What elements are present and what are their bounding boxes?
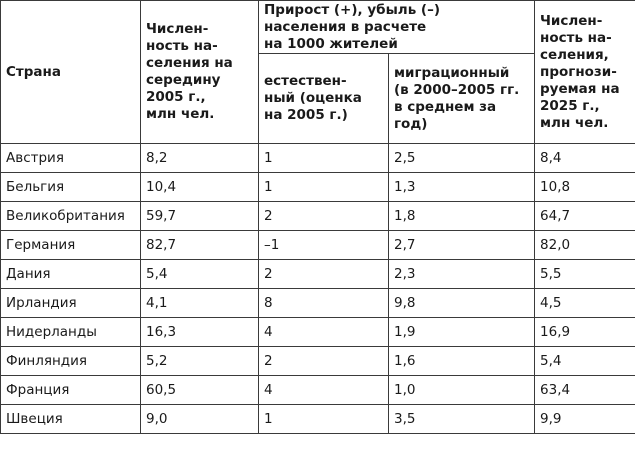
cell-country: Ирландия bbox=[1, 289, 141, 318]
table-row bbox=[1, 144, 635, 173]
cell-population-2005: 5,4 bbox=[141, 260, 259, 289]
table-row bbox=[1, 347, 635, 376]
header-population-2025 bbox=[535, 1, 635, 144]
cell-migration-growth: 2,5 bbox=[389, 144, 535, 173]
cell-natural-growth: –1 bbox=[259, 231, 389, 260]
table-row bbox=[1, 318, 635, 347]
cell-country: Дания bbox=[1, 260, 141, 289]
cell-country: Финляндия bbox=[1, 347, 141, 376]
header-growth-group bbox=[259, 1, 535, 54]
cell-migration-growth: 1,8 bbox=[389, 202, 535, 231]
table-row bbox=[1, 376, 635, 405]
table-row bbox=[1, 405, 635, 434]
cell-population-2005: 59,7 bbox=[141, 202, 259, 231]
header-country: Страна bbox=[1, 1, 141, 144]
header-migration bbox=[389, 54, 535, 144]
cell-country: Швеция bbox=[1, 405, 141, 434]
cell-population-2005: 82,7 bbox=[141, 231, 259, 260]
cell-population-2025: 5,4 bbox=[535, 347, 635, 376]
cell-population-2005: 5,2 bbox=[141, 347, 259, 376]
header-growth-group-text: Прирост (+), убыль (–) населения в расчете на 1000 жителей bbox=[264, 1, 441, 52]
cell-migration-growth: 1,0 bbox=[389, 376, 535, 405]
cell-country: Великобритания bbox=[1, 202, 141, 231]
cell-population-2025: 8,4 bbox=[535, 144, 635, 173]
table-row bbox=[1, 260, 635, 289]
header-population-2005 bbox=[141, 1, 259, 144]
cell-population-2025: 16,9 bbox=[535, 318, 635, 347]
cell-population-2025: 4,5 bbox=[535, 289, 635, 318]
cell-migration-growth: 2,7 bbox=[389, 231, 535, 260]
cell-population-2025: 9,9 bbox=[535, 405, 635, 434]
cell-migration-growth: 1,9 bbox=[389, 318, 535, 347]
cell-natural-growth: 1 bbox=[259, 144, 389, 173]
cell-population-2025: 82,0 bbox=[535, 231, 635, 260]
cell-country: Германия bbox=[1, 231, 141, 260]
table-row bbox=[1, 173, 635, 202]
cell-population-2005: 4,1 bbox=[141, 289, 259, 318]
cell-population-2005: 60,5 bbox=[141, 376, 259, 405]
cell-population-2005: 10,4 bbox=[141, 173, 259, 202]
cell-population-2025: 64,7 bbox=[535, 202, 635, 231]
cell-natural-growth: 1 bbox=[259, 173, 389, 202]
table-row bbox=[1, 289, 635, 318]
cell-population-2005: 8,2 bbox=[141, 144, 259, 173]
cell-migration-growth: 9,8 bbox=[389, 289, 535, 318]
header-natural-text: естествен- ный (оценка на 2005 г.) bbox=[264, 73, 362, 123]
cell-migration-growth: 3,5 bbox=[389, 405, 535, 434]
cell-migration-growth: 1,3 bbox=[389, 173, 535, 202]
cell-population-2005: 9,0 bbox=[141, 405, 259, 434]
cell-population-2025: 10,8 bbox=[535, 173, 635, 202]
cell-population-2025: 5,5 bbox=[535, 260, 635, 289]
header-natural bbox=[259, 54, 389, 144]
table-row bbox=[1, 231, 635, 260]
cell-country: Бельгия bbox=[1, 173, 141, 202]
cell-migration-growth: 1,6 bbox=[389, 347, 535, 376]
cell-natural-growth: 2 bbox=[259, 202, 389, 231]
cell-country: Франция bbox=[1, 376, 141, 405]
cell-population-2025: 63,4 bbox=[535, 376, 635, 405]
cell-natural-growth: 2 bbox=[259, 347, 389, 376]
cell-migration-growth: 2,3 bbox=[389, 260, 535, 289]
cell-natural-growth: 1 bbox=[259, 405, 389, 434]
cell-country: Нидерланды bbox=[1, 318, 141, 347]
cell-natural-growth: 8 bbox=[259, 289, 389, 318]
table-body bbox=[1, 144, 635, 434]
cell-country: Австрия bbox=[1, 144, 141, 173]
header-migration-text: миграционный (в 2000–2005 гг. в среднем за год) bbox=[394, 64, 520, 132]
cell-natural-growth: 2 bbox=[259, 260, 389, 289]
cell-population-2005: 16,3 bbox=[141, 318, 259, 347]
header-population-2005-text: Числен- ность на- селения на середину 2005 г., млн чел. bbox=[146, 21, 233, 122]
cell-natural-growth: 4 bbox=[259, 376, 389, 405]
header-population-2025-text: Числен- ность на- селения, прогнози- руемая на 2025 г., млн чел. bbox=[540, 12, 620, 131]
table-row bbox=[1, 202, 635, 231]
cell-natural-growth: 4 bbox=[259, 318, 389, 347]
